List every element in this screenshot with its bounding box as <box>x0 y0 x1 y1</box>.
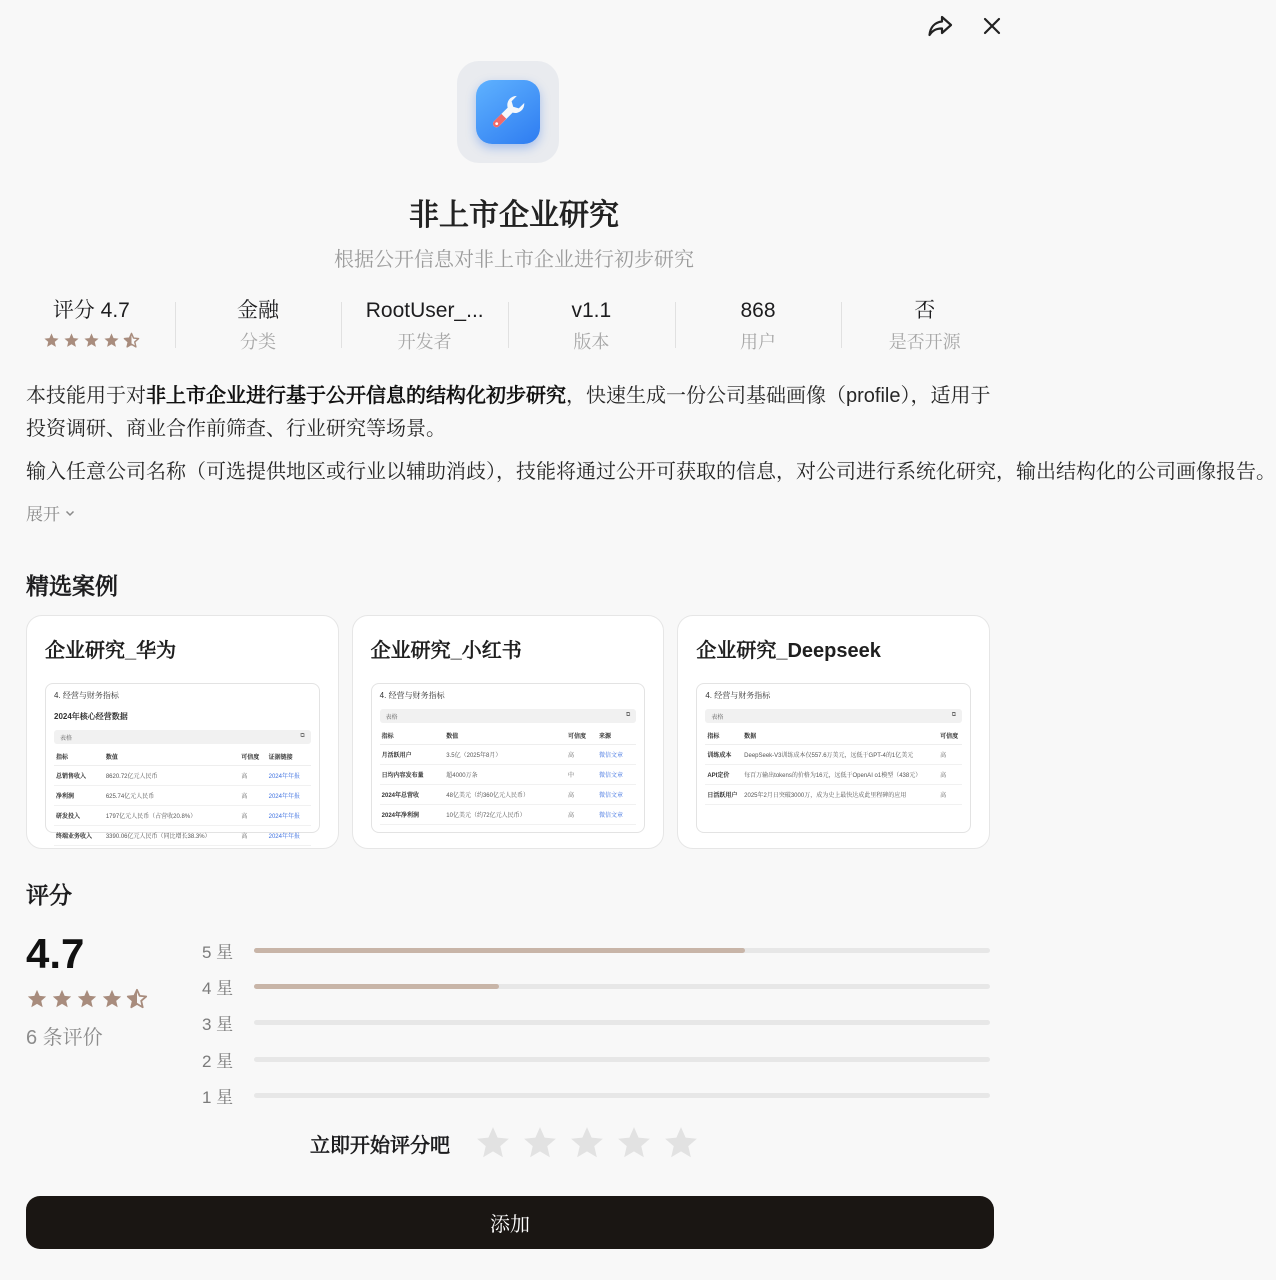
case-preview-cell: 高 <box>239 826 266 846</box>
case-preview-cell: DeepSeek-V3训练成本仅557.6万美元，远低于GPT-4的1亿美元 <box>742 745 938 765</box>
case-preview-header: 可信度 <box>938 727 962 745</box>
case-title: 企业研究_Deepseek <box>696 640 881 662</box>
chevron-down-icon <box>64 507 76 519</box>
case-preview-cell: 2024年年报 <box>267 766 311 786</box>
expand-label: 展开 <box>26 505 60 524</box>
rating-count: 6 条评价 <box>26 1027 103 1049</box>
stat-version-label: 版本 <box>573 332 610 352</box>
rating-bar-fill <box>254 984 499 989</box>
case-preview-header: 可信度 <box>239 748 266 766</box>
star-icon <box>43 332 60 354</box>
case-preview-row <box>54 826 311 846</box>
add-button[interactable]: 添加 <box>26 1196 994 1249</box>
stat-category-label: 分类 <box>240 332 276 352</box>
top-actions <box>926 12 1006 40</box>
description <box>26 380 1276 489</box>
stat-rating-value: 评分 4.7 <box>52 299 130 322</box>
case-preview-cell: 日均内容发布量 <box>380 765 445 785</box>
case-preview-cell: 终端业务收入 <box>54 826 104 846</box>
stat-users-label: 用户 <box>740 332 777 352</box>
case-preview <box>45 683 320 840</box>
star-icon <box>103 332 120 354</box>
rating-distribution <box>202 932 990 1113</box>
case-preview-table-bar: 表格 ⧉ <box>380 709 637 723</box>
case-preview-cell: 3390.06亿元人民币（同比增长38.3%） <box>104 826 239 846</box>
rating-bar-label: 5 星 <box>202 942 234 962</box>
rating-bar-label: 2 星 <box>202 1051 234 1071</box>
case-preview-header: 数值 <box>444 727 566 745</box>
rating-score: 4.7 <box>26 930 85 977</box>
case-preview-heading: 4. 经营与财务指标 <box>379 691 445 700</box>
rate-star-icon[interactable] <box>474 1124 512 1162</box>
ratings-title: 评分 <box>26 882 72 908</box>
case-preview-cell: 超4000万条 <box>444 765 566 785</box>
case-preview-header: 指标 <box>54 748 104 766</box>
rating-bar-fill <box>254 948 745 953</box>
case-preview-cell: 日活跃用户 <box>705 785 742 805</box>
case-preview-header: 数值 <box>104 748 239 766</box>
case-preview-cell: 3.5亿（2025年8月） <box>444 745 566 765</box>
star-icon <box>76 988 98 1015</box>
case-preview-cell: 2025年2月日突破3000万，成为史上最快达成此里程碑的应用 <box>742 785 938 805</box>
rating-bar-row <box>202 968 990 1004</box>
case-preview-header: 指标 <box>380 727 445 745</box>
case-preview-cell: 微信文章 <box>597 785 636 805</box>
case-preview-cell: 高 <box>938 785 962 805</box>
featured-title: 精选案例 <box>26 573 118 599</box>
case-preview-cell: 训练成本 <box>705 745 742 765</box>
rating-stars <box>26 988 148 1015</box>
case-preview-cell: API定价 <box>705 765 742 785</box>
case-preview-cell: 2024年年报 <box>267 826 311 846</box>
stat-category-value: 金融 <box>237 299 279 322</box>
case-preview-cell: 高 <box>239 806 266 826</box>
case-preview-row <box>54 806 311 826</box>
case-preview-cell: 2024年总营收 <box>380 785 445 805</box>
case-preview-table-bar: 表格 ⧉ <box>54 730 311 744</box>
case-preview-heading: 4. 经营与财务指标 <box>54 691 119 700</box>
case-preview-cell: 微信文章 <box>597 805 636 825</box>
rate-star-icon[interactable] <box>521 1124 559 1162</box>
case-preview-row <box>705 765 962 785</box>
case-card[interactable] <box>677 615 990 849</box>
case-preview-cell: 每百万输出tokens的价格为16元，远低于OpenAI o1模型（438元） <box>742 765 938 785</box>
case-preview <box>696 683 971 833</box>
stat-developer-label: 开发者 <box>397 332 452 352</box>
case-preview-cell: 高 <box>566 745 597 765</box>
app-title: 非上市企业研究 <box>409 199 619 232</box>
case-preview-cell: 高 <box>239 786 266 806</box>
case-preview-cell: 研发投入 <box>54 806 104 826</box>
close-icon <box>982 16 1002 36</box>
case-preview-cell: 2024年净利润 <box>380 805 445 825</box>
case-preview-cell: 高 <box>938 765 962 785</box>
stat-open-source-value: 否 <box>914 299 936 322</box>
star-icon <box>126 988 148 1015</box>
rating-bar-track <box>254 984 990 989</box>
rating-bar-label: 1 星 <box>202 1087 234 1107</box>
case-preview-cell: 8620.72亿元人民币 <box>104 766 239 786</box>
case-preview-row <box>380 765 637 785</box>
rating-stars-small <box>8 332 175 354</box>
case-preview-header: 指标 <box>705 727 742 745</box>
stat-developer <box>341 296 508 356</box>
case-preview-row <box>705 745 962 765</box>
case-preview-row <box>380 745 637 765</box>
star-icon <box>123 332 140 354</box>
case-preview-table <box>54 748 311 846</box>
stat-rating <box>8 296 175 356</box>
wrench-icon <box>476 80 540 144</box>
case-preview-cell: 2024年年报 <box>267 806 311 826</box>
case-preview-cell: 高 <box>566 785 597 805</box>
case-preview-cell: 1797亿元人民币（占营收20.8%） <box>104 806 239 826</box>
case-preview-row <box>705 785 962 805</box>
description-paragraph-1: 本技能用于对非上市企业进行基于公开信息的结构化初步研究，快速生成一份公司基础画像（profile），适用于投资调研、商业合作前筛查、行业研究等场景。 <box>26 385 991 440</box>
case-preview-subheading: 2024年核心经营数据 <box>54 712 128 721</box>
rate-now-stars <box>474 1124 700 1162</box>
star-icon <box>51 988 73 1015</box>
stat-users-value: 868 <box>740 299 776 322</box>
expand-button[interactable] <box>26 500 76 525</box>
case-preview-cell: 2024年年报 <box>267 786 311 806</box>
rating-bar-track <box>254 1057 990 1062</box>
case-preview-row <box>380 805 637 825</box>
case-preview-cell: 625.74亿元人民币 <box>104 786 239 806</box>
rate-now <box>310 1124 700 1162</box>
stat-version <box>508 296 675 356</box>
case-preview-cell: 微信文章 <box>597 765 636 785</box>
case-preview-cell: 高 <box>938 745 962 765</box>
case-preview-heading: 4. 经营与财务指标 <box>705 691 771 700</box>
case-preview-row <box>54 786 311 806</box>
case-title: 企业研究_小红书 <box>370 640 522 662</box>
star-icon <box>63 332 80 354</box>
case-preview-table-bar: 表格 ⧉ <box>705 709 962 723</box>
copy-icon: ⧉ <box>951 712 957 718</box>
rating-bar-row <box>202 1005 990 1041</box>
app-icon-container <box>457 61 559 163</box>
stats-row <box>8 296 1008 356</box>
case-preview-header: 证据链接 <box>267 748 311 766</box>
stat-developer-value[interactable]: RootUser_... <box>365 299 484 322</box>
share-button[interactable] <box>926 12 954 40</box>
rate-star-icon[interactable] <box>568 1124 606 1162</box>
app-subtitle: 根据公开信息对非上市企业进行初步研究 <box>334 249 694 271</box>
rating-bar-row <box>202 1077 990 1113</box>
case-preview-table <box>380 727 637 825</box>
case-preview-header: 可信度 <box>566 727 597 745</box>
case-preview-row <box>380 785 637 805</box>
stat-open-source-label: 是否开源 <box>888 332 961 352</box>
rating-bar-track <box>254 948 990 953</box>
case-preview-cell: 中 <box>566 765 597 785</box>
copy-icon: ⧉ <box>300 733 305 739</box>
rate-now-label: 立即开始评分吧 <box>310 1134 450 1157</box>
case-card[interactable] <box>26 615 339 849</box>
case-preview-cell: 净利润 <box>54 786 104 806</box>
close-button[interactable] <box>978 12 1006 40</box>
stat-users <box>675 296 842 356</box>
share-icon <box>927 14 953 38</box>
case-preview <box>371 683 646 833</box>
rating-bar-row <box>202 932 990 968</box>
star-icon <box>26 988 48 1015</box>
rating-bar-track <box>254 1020 990 1025</box>
case-card[interactable] <box>352 615 665 849</box>
stat-open-source <box>841 296 1008 356</box>
case-preview-table <box>705 727 962 805</box>
case-preview-header: 来源 <box>597 727 636 745</box>
case-preview-cell: 微信文章 <box>597 745 636 765</box>
featured-cases <box>26 615 990 849</box>
rating-bar-track <box>254 1093 990 1098</box>
case-preview-row <box>54 766 311 786</box>
star-icon <box>83 332 100 354</box>
rating-bar-label: 3 星 <box>202 1015 234 1035</box>
rate-star-icon[interactable] <box>615 1124 653 1162</box>
rate-star-icon[interactable] <box>662 1124 700 1162</box>
case-title: 企业研究_华为 <box>45 640 177 662</box>
case-preview-cell: 高 <box>566 805 597 825</box>
rating-bar-label: 4 星 <box>202 978 234 998</box>
copy-icon: ⧉ <box>626 712 631 718</box>
stat-category <box>175 296 342 356</box>
stat-version-value: v1.1 <box>571 299 612 322</box>
rating-bar-row <box>202 1041 990 1077</box>
case-preview-header: 数据 <box>742 727 938 745</box>
case-preview-cell: 月活跃用户 <box>380 745 445 765</box>
case-preview-cell: 高 <box>239 766 266 786</box>
description-paragraph-2: 输入任意公司名称（可选提供地区或行业以辅助消歧），技能将通过公开可获取的信息，对公司进行系统化研究，输出结构化的公司画像报告。 <box>26 461 1276 483</box>
star-icon <box>101 988 123 1015</box>
case-preview-cell: 48亿美元（约360亿元人民币） <box>444 785 566 805</box>
case-preview-cell: 10亿美元（约72亿元人民币） <box>444 805 566 825</box>
case-preview-cell: 总销售收入 <box>54 766 104 786</box>
